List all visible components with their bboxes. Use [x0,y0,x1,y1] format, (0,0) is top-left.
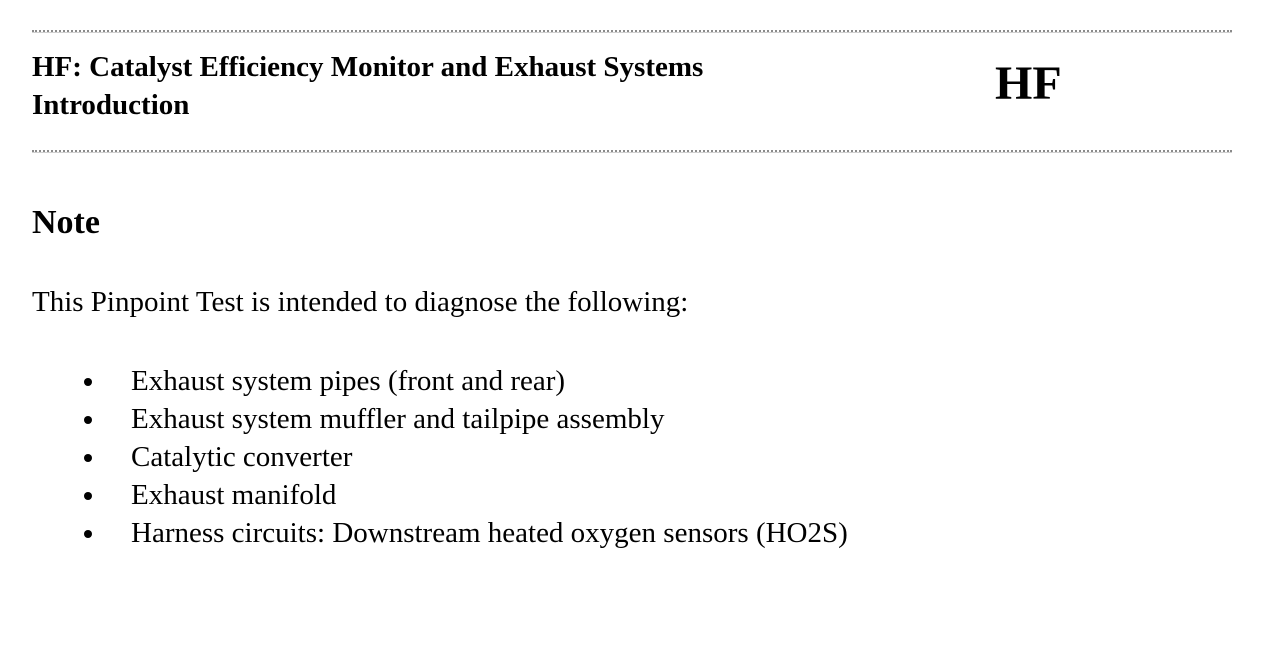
note-heading: Note [32,204,100,241]
top-divider [32,30,1232,33]
document-page [32,0,1232,664]
title-line-1: HF: Catalyst Efficiency Monitor and Exhaust Systems [32,51,704,83]
list-item-text: Exhaust system pipes (front and rear) [131,365,566,397]
bullet-icon [84,378,92,386]
list-item-text: Exhaust manifold [131,479,337,511]
list-item-text: Harness circuits: Downstream heated oxygen sensors (HO2S) [131,517,848,549]
title-line-2: Introduction [32,89,190,121]
list-item-text: Exhaust system muffler and tailpipe assembly [131,403,665,435]
list-item-text: Catalytic converter [131,441,353,473]
bullet-icon [84,454,92,462]
note-intro-text: This Pinpoint Test is intended to diagnose the following: [32,286,689,318]
document-title [32,48,932,124]
bullet-icon [84,530,92,538]
bullet-icon [84,416,92,424]
bullet-icon [84,492,92,500]
section-code: HF [995,57,1062,110]
bottom-divider [32,150,1232,153]
